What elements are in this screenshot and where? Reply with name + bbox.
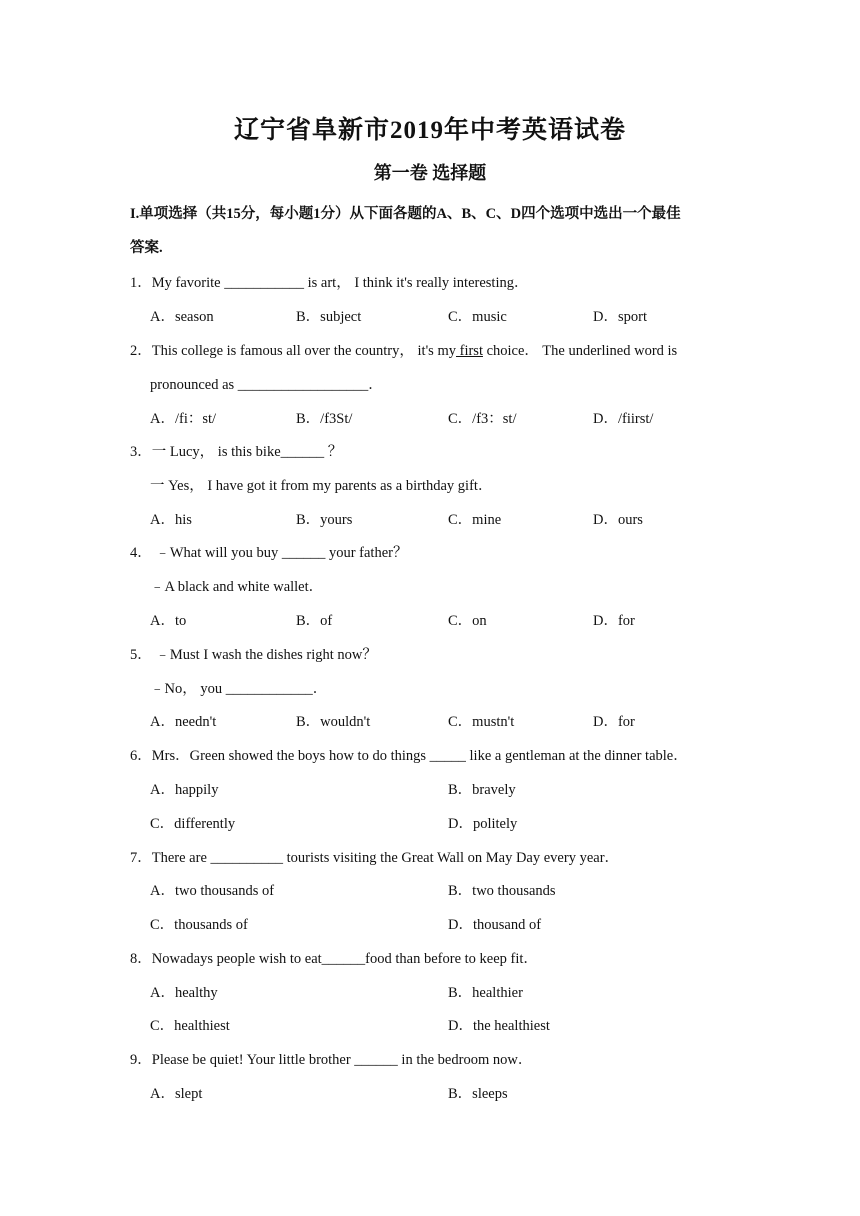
question-1-option-d: D．sport <box>593 309 647 325</box>
question-7-option-d: D．thousand of <box>448 917 542 933</box>
section-instruction-cont: 答案. <box>130 240 163 256</box>
question-7-stem: 7．There are __________ tourists visiting the Great Wall on May Day every year． <box>130 850 620 866</box>
question-7-option-a: A．two thousands of <box>150 883 275 899</box>
question-8-option-a: A．healthy <box>150 985 218 1001</box>
question-2-option-c: C．/f3：st/ <box>448 411 517 427</box>
question-4-option-d: D．for <box>593 613 635 629</box>
question-5-option-d: D．for <box>593 714 635 730</box>
question-5-stem: 5． ﹣Must I wash the dishes right now？ <box>130 647 377 663</box>
question-3-stem-cont: 一 Yes， I have got it from my parents as a birthday gift． <box>150 478 493 494</box>
question-4-option-b: B．of <box>296 613 333 629</box>
question-5-option-a: A．needn't <box>150 714 217 730</box>
question-5-option-b: B．wouldn't <box>296 714 371 730</box>
question-9-option-a: A．slept <box>150 1086 203 1102</box>
question-1-stem: 1．My favorite ___________ is art， I think it's really interesting． <box>130 275 529 291</box>
question-3-stem: 3．一 Lucy， is this bike______ ？ <box>130 444 343 460</box>
question-4-stem-cont: ﹣A black and white wallet． <box>150 579 324 595</box>
question-8-option-d: D．the healthiest <box>448 1018 550 1034</box>
section-title: 第一卷 选择题 <box>373 163 487 183</box>
question-2-option-b: B．/f3St/ <box>296 411 353 427</box>
question-2-stem <box>130 339 677 360</box>
question-3-option-d: D．ours <box>593 512 643 528</box>
question-8-option-c: C．healthiest <box>150 1018 230 1034</box>
question-1-option-c: C．music <box>448 309 507 325</box>
question-8-option-b: B．healthier <box>448 985 523 1001</box>
question-6-option-b: B．bravely <box>448 782 516 798</box>
underlined-word: first <box>455 343 483 359</box>
page-title: 辽宁省阜新市2019年中考英语试卷 <box>233 117 626 144</box>
question-3-option-c: C．mine <box>448 512 502 528</box>
question-2-stem-pre: 2．This college is famous all over the country， it's my <box>130 343 456 359</box>
question-2-stem-post: choice． The underlined word is <box>482 343 678 359</box>
question-2-option-a: A．/fi：st/ <box>150 411 217 427</box>
question-6-option-c: C．differently <box>150 816 236 832</box>
question-7-option-b: B．two thousands <box>448 883 556 899</box>
question-8-stem: 8．Nowadays people wish to eat______food than before to keep fit． <box>130 951 538 967</box>
question-6-option-a: A．happily <box>150 782 219 798</box>
question-4-option-a: A．to <box>150 613 187 629</box>
question-5-stem-cont: ﹣No， you ____________． <box>150 681 328 697</box>
question-7-option-c: C．thousands of <box>150 917 248 933</box>
question-2-option-d: D．/fiirst/ <box>593 411 654 427</box>
question-9-option-b: B．sleeps <box>448 1086 508 1102</box>
question-5-option-c: C．mustn't <box>448 714 515 730</box>
question-1-option-a: A．season <box>150 309 214 325</box>
question-4-option-c: C．on <box>448 613 487 629</box>
question-9-stem: 9．Please be quiet! Your little brother ______ in the bedroom now． <box>130 1052 533 1068</box>
question-3-option-a: A．his <box>150 512 192 528</box>
question-1-option-b: B．subject <box>296 309 362 325</box>
question-4-stem: 4． ﹣What will you buy ______ your father？ <box>130 545 408 561</box>
question-3-option-b: B．yours <box>296 512 353 528</box>
question-6-option-d: D．politely <box>448 816 518 832</box>
section-instruction: I.单项选择（共15分，每小题1分）从下面各题的A、B、C、D四个选项中选出一个最佳 <box>130 206 681 222</box>
question-6-stem: 6．Mrs．Green showed the boys how to do things _____ like a gentleman at the dinner table． <box>130 748 688 764</box>
question-2-stem-cont: pronounced as __________________． <box>150 377 383 393</box>
